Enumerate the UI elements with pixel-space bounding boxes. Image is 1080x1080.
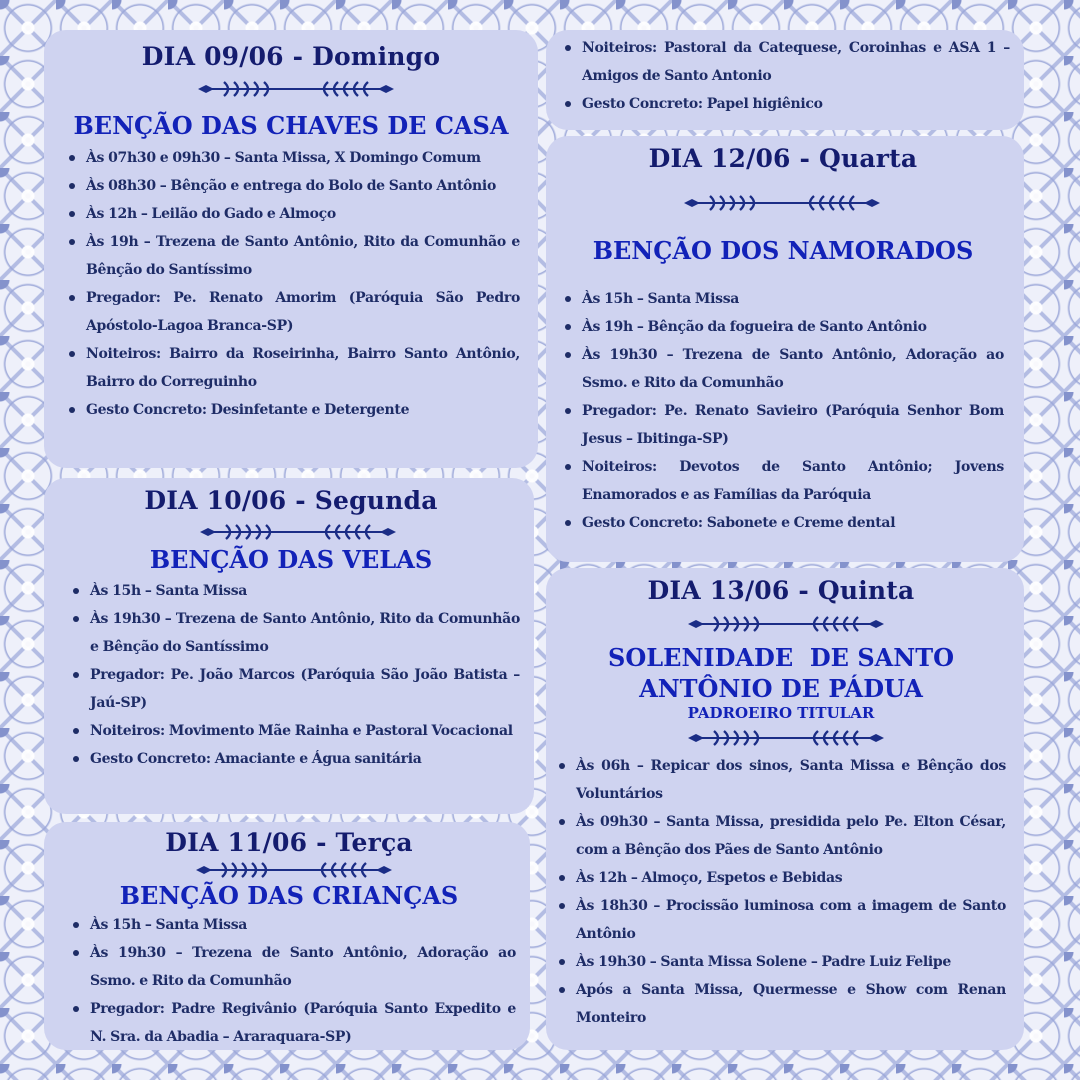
list-item: Gesto Concreto: Desinfetante e Detergente [66,396,520,424]
laurel-ornament-icon [686,728,886,748]
list-item: Às 19h30 – Trezena de Santo Antônio, Rito da Comunhão e Bênção do Santíssimo [70,605,520,661]
list-item: Pregador: Pe. Renato Savieiro (Paróquia Senhor Bom Jesus – Ibitinga-SP) [562,397,1004,453]
list-item: Gesto Concreto: Amaciante e Água sanitária [70,745,520,773]
event-list [562,285,1004,537]
day-heading: DIA 13/06 - Quinta [647,576,915,605]
section-title: BENÇÃO DOS NAMORADOS [592,236,974,265]
event-list [556,752,1006,1032]
event-list [562,34,1010,118]
list-item: Às 19h – Trezena de Santo Antônio, Rito da Comunhão e Bênção do Santíssimo [66,228,520,284]
list-item: Às 15h – Santa Missa [70,911,516,939]
card-day-09-06 [44,30,538,468]
list-item: Após a Santa Missa, Quermesse e Show com Renan Monteiro [556,976,1006,1032]
list-item: Às 12h – Almoço, Espetos e Bebidas [556,864,1006,892]
list-item: Às 12h – Leilão do Gado e Almoço [66,200,520,228]
card-day-12-06 [546,136,1024,562]
section-title: BENÇÃO DAS CHAVES DE CASA [73,111,509,140]
list-item: Gesto Concreto: Sabonete e Creme dental [562,509,1004,537]
list-item: Às 19h30 – Trezena de Santo Antônio, Adoração ao Ssmo. e Rito da Comunhão [70,939,516,995]
laurel-ornament-icon [686,614,886,634]
day-heading: DIA 12/06 - Quarta [648,144,918,173]
list-item: Às 08h30 – Bênção e entrega do Bolo de Santo Antônio [66,172,520,200]
laurel-ornament-icon [682,193,882,213]
card-day-10-06 [44,478,534,814]
list-item: Noiteiros: Bairro da Roseirinha, Bairro Santo Antônio, Bairro do Correguinho [66,340,520,396]
laurel-ornament-icon [198,522,398,542]
list-item: Às 09h30 – Santa Missa, presidida pelo Pe. Elton César, com a Bênção dos Pães de Santo Antônio [556,808,1006,864]
list-item: Às 15h – Santa Missa [70,577,520,605]
list-item: Noiteiros: Pastoral da Catequese, Coroinhas e ASA 1 – Amigos de Santo Antonio [562,34,1010,90]
list-item: Às 07h30 e 09h30 – Santa Missa, X Domingo Comum [66,144,520,172]
day-heading: DIA 09/06 - Domingo [141,42,441,71]
card-day-11-06-continued [546,30,1024,130]
list-item: Às 15h – Santa Missa [562,285,1004,313]
card-day-13-06 [546,568,1024,1050]
list-item: Pregador: Padre Regivânio (Paróquia Santo Expedito e N. Sra. da Abadia – Araraquara-SP) [70,995,516,1051]
list-item: Às 19h – Bênção da fogueira de Santo Antônio [562,313,1004,341]
section-subtitle: PADROEIRO TITULAR [687,704,875,722]
section-title: BENÇÃO DAS VELAS [149,545,433,574]
day-heading: DIA 10/06 - Segunda [144,486,438,515]
event-list [66,144,520,424]
list-item: Às 19h30 – Santa Missa Solene – Padre Luiz Felipe [556,948,1006,976]
day-heading: DIA 11/06 - Terça [165,828,413,857]
laurel-ornament-icon [194,860,394,880]
list-item: Às 18h30 – Procissão luminosa com a imagem de Santo Antônio [556,892,1006,948]
list-item: Pregador: Pe. Renato Amorim (Paróquia São Pedro Apóstolo-Lagoa Branca-SP) [66,284,520,340]
laurel-ornament-icon [196,79,396,99]
event-list [70,911,516,1051]
list-item: Gesto Concreto: Papel higiênico [562,90,1010,118]
list-item: Às 06h – Repicar dos sinos, Santa Missa e Bênção dos Voluntários [556,752,1006,808]
list-item: Noiteiros: Movimento Mãe Rainha e Pastoral Vocacional [70,717,520,745]
list-item: Pregador: Pe. João Marcos (Paróquia São João Batista – Jaú-SP) [70,661,520,717]
section-title-line1: SOLENIDADE DE SANTO [608,643,954,672]
list-item: Noiteiros: Devotos de Santo Antônio; Jovens Enamorados e as Famílias da Paróquia [562,453,1004,509]
list-item: Às 19h30 – Trezena de Santo Antônio, Adoração ao Ssmo. e Rito da Comunhão [562,341,1004,397]
section-title-line2: ANTÔNIO DE PÁDUA [639,674,923,703]
section-title: BENÇÃO DAS CRIANÇAS [119,881,459,910]
event-list [70,577,520,773]
card-day-11-06 [44,822,530,1050]
